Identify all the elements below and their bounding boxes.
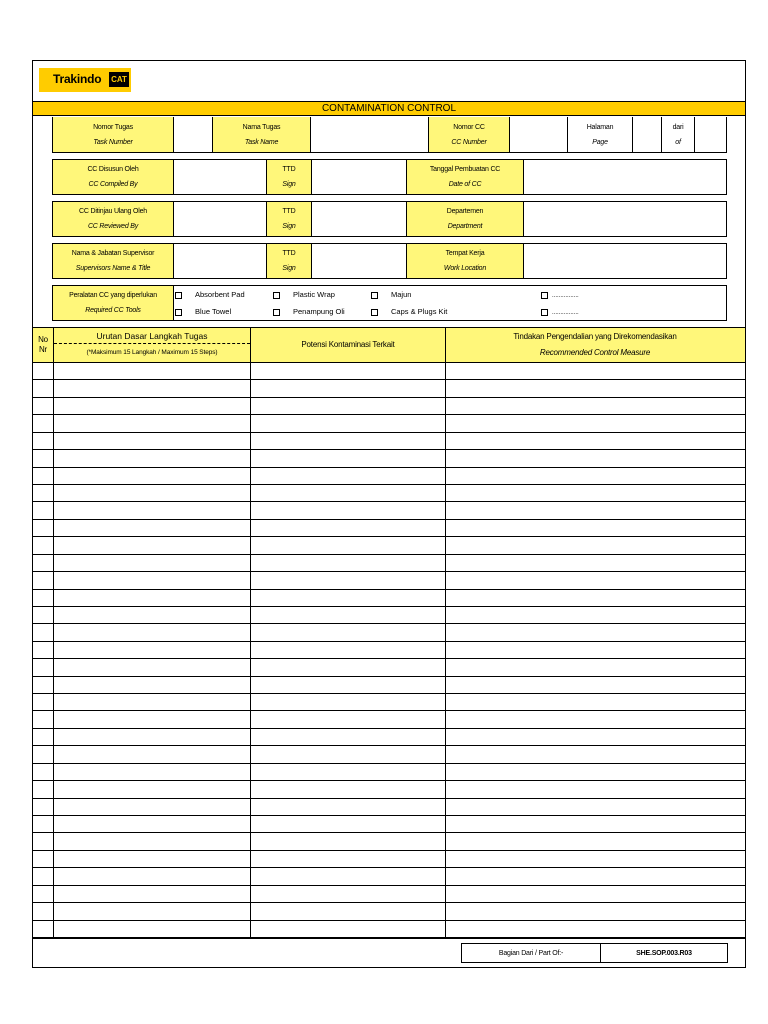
step-cell[interactable] (53, 729, 251, 745)
no-cell[interactable] (33, 590, 53, 606)
of-field[interactable] (695, 117, 727, 152)
potential-cell[interactable] (250, 659, 446, 675)
control-cell[interactable] (445, 555, 746, 571)
no-cell[interactable] (33, 415, 53, 431)
sign-label: TTD Sign (267, 244, 311, 278)
potential-cell[interactable] (250, 921, 446, 937)
no-cell[interactable] (33, 711, 53, 727)
date-label: Tanggal Pembuatan CC Date of CC (407, 160, 523, 194)
no-cell[interactable] (33, 433, 53, 449)
no-cell[interactable] (33, 816, 53, 832)
no-cell[interactable] (33, 781, 53, 797)
step-cell[interactable] (53, 363, 251, 379)
potential-cell[interactable] (250, 624, 446, 640)
supervisor-field[interactable] (174, 244, 266, 278)
control-cell[interactable] (445, 781, 746, 797)
table-row (33, 903, 745, 920)
step-cell[interactable] (53, 851, 251, 867)
control-cell[interactable] (445, 851, 746, 867)
tool-option: ................ (552, 293, 579, 299)
potential-cell[interactable] (250, 886, 446, 902)
step-cell[interactable] (53, 886, 251, 902)
step-cell[interactable] (53, 485, 251, 501)
control-cell[interactable] (445, 450, 746, 466)
tool-option: Majun (391, 290, 412, 299)
potential-cell[interactable] (250, 711, 446, 727)
location-label: Tempat Kerja Work Location (407, 244, 523, 278)
sign-field[interactable] (312, 244, 406, 278)
step-cell[interactable] (53, 799, 251, 815)
potential-cell[interactable] (250, 694, 446, 710)
no-cell[interactable] (33, 833, 53, 849)
step-cell[interactable] (53, 694, 251, 710)
potential-cell[interactable] (250, 764, 446, 780)
tool-option: Absorbent Pad (195, 290, 245, 299)
checkbox[interactable] (175, 309, 182, 316)
table-row (33, 921, 745, 938)
sign-label: TTD Sign (267, 202, 311, 236)
step-cell[interactable] (53, 816, 251, 832)
table-row (33, 485, 745, 502)
footer (33, 938, 745, 967)
no-cell[interactable] (33, 659, 53, 675)
control-cell[interactable] (445, 607, 746, 623)
control-cell[interactable] (445, 520, 746, 536)
no-cell[interactable] (33, 398, 53, 414)
cc-number-label: Nomor CC CC Number (429, 117, 509, 152)
table-row (33, 398, 745, 415)
table-row (33, 816, 745, 833)
step-cell[interactable] (53, 764, 251, 780)
table-row (33, 781, 745, 798)
potential-cell[interactable] (250, 729, 446, 745)
table-row (33, 555, 745, 572)
no-cell[interactable] (33, 746, 53, 762)
table-row (33, 677, 745, 694)
potential-cell[interactable] (250, 398, 446, 414)
sign-field[interactable] (312, 160, 406, 194)
no-cell[interactable] (33, 502, 53, 518)
no-cell[interactable] (33, 607, 53, 623)
control-cell[interactable] (445, 642, 746, 658)
control-cell[interactable] (445, 677, 746, 693)
step-cell[interactable] (53, 711, 251, 727)
info-row-compiled (52, 159, 727, 195)
no-cell[interactable] (33, 555, 53, 571)
step-cell[interactable] (53, 903, 251, 919)
potential-cell[interactable] (250, 555, 446, 571)
tools-row (52, 285, 727, 321)
no-cell[interactable] (33, 921, 53, 937)
potential-cell[interactable] (250, 380, 446, 396)
control-cell[interactable] (445, 572, 746, 588)
table-row (33, 415, 745, 432)
no-cell[interactable] (33, 764, 53, 780)
potential-cell[interactable] (250, 590, 446, 606)
potential-cell[interactable] (250, 833, 446, 849)
table-row (33, 886, 745, 903)
potential-cell[interactable] (250, 851, 446, 867)
step-cell[interactable] (53, 659, 251, 675)
logo-text: Trakindo (53, 72, 102, 86)
table-row (33, 380, 745, 397)
step-cell[interactable] (53, 537, 251, 553)
potential-cell[interactable] (250, 468, 446, 484)
no-cell[interactable] (33, 624, 53, 640)
table-row (33, 572, 745, 589)
control-cell[interactable] (445, 468, 746, 484)
table-row (33, 799, 745, 816)
task-number-label: Nomor Tugas Task Number (53, 117, 173, 152)
no-cell[interactable] (33, 903, 53, 919)
step-cell[interactable] (53, 415, 251, 431)
table-header (33, 327, 745, 363)
potential-cell[interactable] (250, 572, 446, 588)
no-cell[interactable] (33, 851, 53, 867)
potential-cell[interactable] (250, 677, 446, 693)
page-label: Halaman Page (586, 123, 614, 146)
department-field[interactable] (524, 202, 726, 236)
control-header: Tindakan Pengendalian yang Direkomendasikan Recommended Control Measure (513, 332, 677, 357)
no-cell[interactable] (33, 886, 53, 902)
location-field[interactable] (524, 244, 726, 278)
no-cell[interactable] (33, 485, 53, 501)
table-row (33, 450, 745, 467)
step-cell[interactable] (53, 572, 251, 588)
table-row (33, 537, 745, 554)
control-cell[interactable] (445, 694, 746, 710)
no-cell[interactable] (33, 642, 53, 658)
no-cell[interactable] (33, 363, 53, 379)
logo (39, 68, 131, 92)
step-cell[interactable] (53, 450, 251, 466)
potential-cell[interactable] (250, 502, 446, 518)
potential-header: Potensi Kontaminasi Terkait (301, 340, 395, 349)
table-row (33, 502, 745, 519)
tool-option: Plastic Wrap (293, 290, 335, 299)
potential-cell[interactable] (250, 642, 446, 658)
info-row-reviewed (52, 201, 727, 237)
no-cell[interactable] (33, 537, 53, 553)
table-row (33, 433, 745, 450)
tool-option: Blue Towel (195, 307, 232, 316)
step-cell[interactable] (53, 380, 251, 396)
checkbox[interactable] (371, 309, 378, 316)
control-cell[interactable] (445, 624, 746, 640)
potential-cell[interactable] (250, 903, 446, 919)
control-cell[interactable] (445, 764, 746, 780)
steps-table (33, 363, 745, 938)
step-cell[interactable] (53, 624, 251, 640)
control-cell[interactable] (445, 415, 746, 431)
info-row-task (52, 117, 727, 153)
potential-cell[interactable] (250, 746, 446, 762)
table-row (33, 520, 745, 537)
control-cell[interactable] (445, 729, 746, 745)
table-row (33, 363, 745, 380)
no-cell[interactable] (33, 799, 53, 815)
no-header: No Nr (38, 335, 48, 354)
control-cell[interactable] (445, 433, 746, 449)
task-number-field[interactable] (174, 117, 212, 152)
potential-cell[interactable] (250, 433, 446, 449)
table-row (33, 764, 745, 781)
table-row (33, 590, 745, 607)
info-row-supervisor (52, 243, 727, 279)
table-row (33, 746, 745, 763)
potential-cell[interactable] (250, 781, 446, 797)
step-cell[interactable] (53, 433, 251, 449)
tool-option: ................ (552, 310, 579, 316)
task-name-field[interactable] (311, 117, 428, 152)
tool-option: Caps & Plugs Kit (391, 307, 448, 316)
control-cell[interactable] (445, 485, 746, 501)
reviewed-by-label: CC Ditinjau Ulang Oleh CC Reviewed By (53, 202, 173, 236)
potential-cell[interactable] (250, 520, 446, 536)
document-code: SHE.SOP.003.R03 (600, 943, 728, 963)
table-row (33, 642, 745, 659)
no-cell[interactable] (33, 572, 53, 588)
checkbox[interactable] (371, 292, 378, 299)
table-row (33, 868, 745, 885)
of-label: dari of (672, 123, 684, 146)
date-field[interactable] (524, 160, 726, 194)
no-cell[interactable] (33, 520, 53, 536)
potential-cell[interactable] (250, 799, 446, 815)
potential-cell[interactable] (250, 868, 446, 884)
step-cell[interactable] (53, 746, 251, 762)
control-cell[interactable] (445, 886, 746, 902)
table-row (33, 468, 745, 485)
step-cell[interactable] (53, 642, 251, 658)
control-cell[interactable] (445, 746, 746, 762)
supervisor-label: Nama & Jabatan Supervisor Supervisors Name & Title (53, 244, 173, 278)
cc-number-field[interactable] (510, 117, 567, 152)
step-cell[interactable] (53, 833, 251, 849)
page-title: CONTAMINATION CONTROL (321, 103, 457, 114)
control-cell[interactable] (445, 537, 746, 553)
no-cell[interactable] (33, 868, 53, 884)
title-bar (33, 101, 745, 116)
control-cell[interactable] (445, 502, 746, 518)
step-cell[interactable] (53, 607, 251, 623)
step-cell[interactable] (53, 677, 251, 693)
table-row (33, 711, 745, 728)
compiled-by-label: CC Disusun Oleh CC Compiled By (53, 160, 173, 194)
department-label: Departemen Department (407, 202, 523, 236)
step-cell[interactable] (53, 398, 251, 414)
table-row (33, 607, 745, 624)
no-cell[interactable] (33, 677, 53, 693)
table-row (33, 659, 745, 676)
checkbox[interactable] (273, 309, 280, 316)
table-row (33, 729, 745, 746)
control-cell[interactable] (445, 921, 746, 937)
compiled-by-field[interactable] (174, 160, 266, 194)
table-row (33, 624, 745, 641)
sign-field[interactable] (312, 202, 406, 236)
sign-label: TTD Sign (267, 160, 311, 194)
control-cell[interactable] (445, 816, 746, 832)
no-cell[interactable] (33, 694, 53, 710)
control-cell[interactable] (445, 868, 746, 884)
no-cell[interactable] (33, 729, 53, 745)
control-cell[interactable] (445, 799, 746, 815)
cat-badge: CAT (109, 72, 129, 87)
step-cell[interactable] (53, 520, 251, 536)
tool-option: Penampung Oli (293, 307, 345, 316)
potential-cell[interactable] (250, 485, 446, 501)
task-name-label: Nama Tugas Task Name (213, 117, 310, 152)
potential-cell[interactable] (250, 363, 446, 379)
control-cell[interactable] (445, 659, 746, 675)
tools-label: Peralatan CC yang diperlukan Required CC Tools (53, 286, 173, 320)
control-cell[interactable] (445, 590, 746, 606)
potential-cell[interactable] (250, 816, 446, 832)
table-row (33, 833, 745, 850)
step-cell[interactable] (53, 921, 251, 937)
checkbox[interactable] (273, 292, 280, 299)
checkbox[interactable] (175, 292, 182, 299)
control-cell[interactable] (445, 363, 746, 379)
step-cell[interactable] (53, 468, 251, 484)
potential-cell[interactable] (250, 607, 446, 623)
step-cell[interactable] (53, 781, 251, 797)
reviewed-by-field[interactable] (174, 202, 266, 236)
part-of-label: Bagian Dari / Part Of:- (461, 943, 601, 963)
control-cell[interactable] (445, 380, 746, 396)
step-cell[interactable] (53, 590, 251, 606)
step-cell[interactable] (53, 502, 251, 518)
control-cell[interactable] (445, 903, 746, 919)
no-cell[interactable] (33, 380, 53, 396)
control-cell[interactable] (445, 833, 746, 849)
checkbox[interactable] (541, 292, 548, 299)
steps-header: Urutan Dasar Langkah Tugas (*Maksimum 15 Langkah / Maximum 15 Steps) (54, 328, 250, 362)
no-cell[interactable] (33, 450, 53, 466)
potential-cell[interactable] (250, 450, 446, 466)
table-row (33, 694, 745, 711)
table-row (33, 851, 745, 868)
potential-cell[interactable] (250, 537, 446, 553)
step-cell[interactable] (53, 868, 251, 884)
page-field[interactable] (633, 117, 661, 152)
control-cell[interactable] (445, 711, 746, 727)
no-cell[interactable] (33, 468, 53, 484)
step-cell[interactable] (53, 555, 251, 571)
checkbox[interactable] (541, 309, 548, 316)
potential-cell[interactable] (250, 415, 446, 431)
control-cell[interactable] (445, 398, 746, 414)
